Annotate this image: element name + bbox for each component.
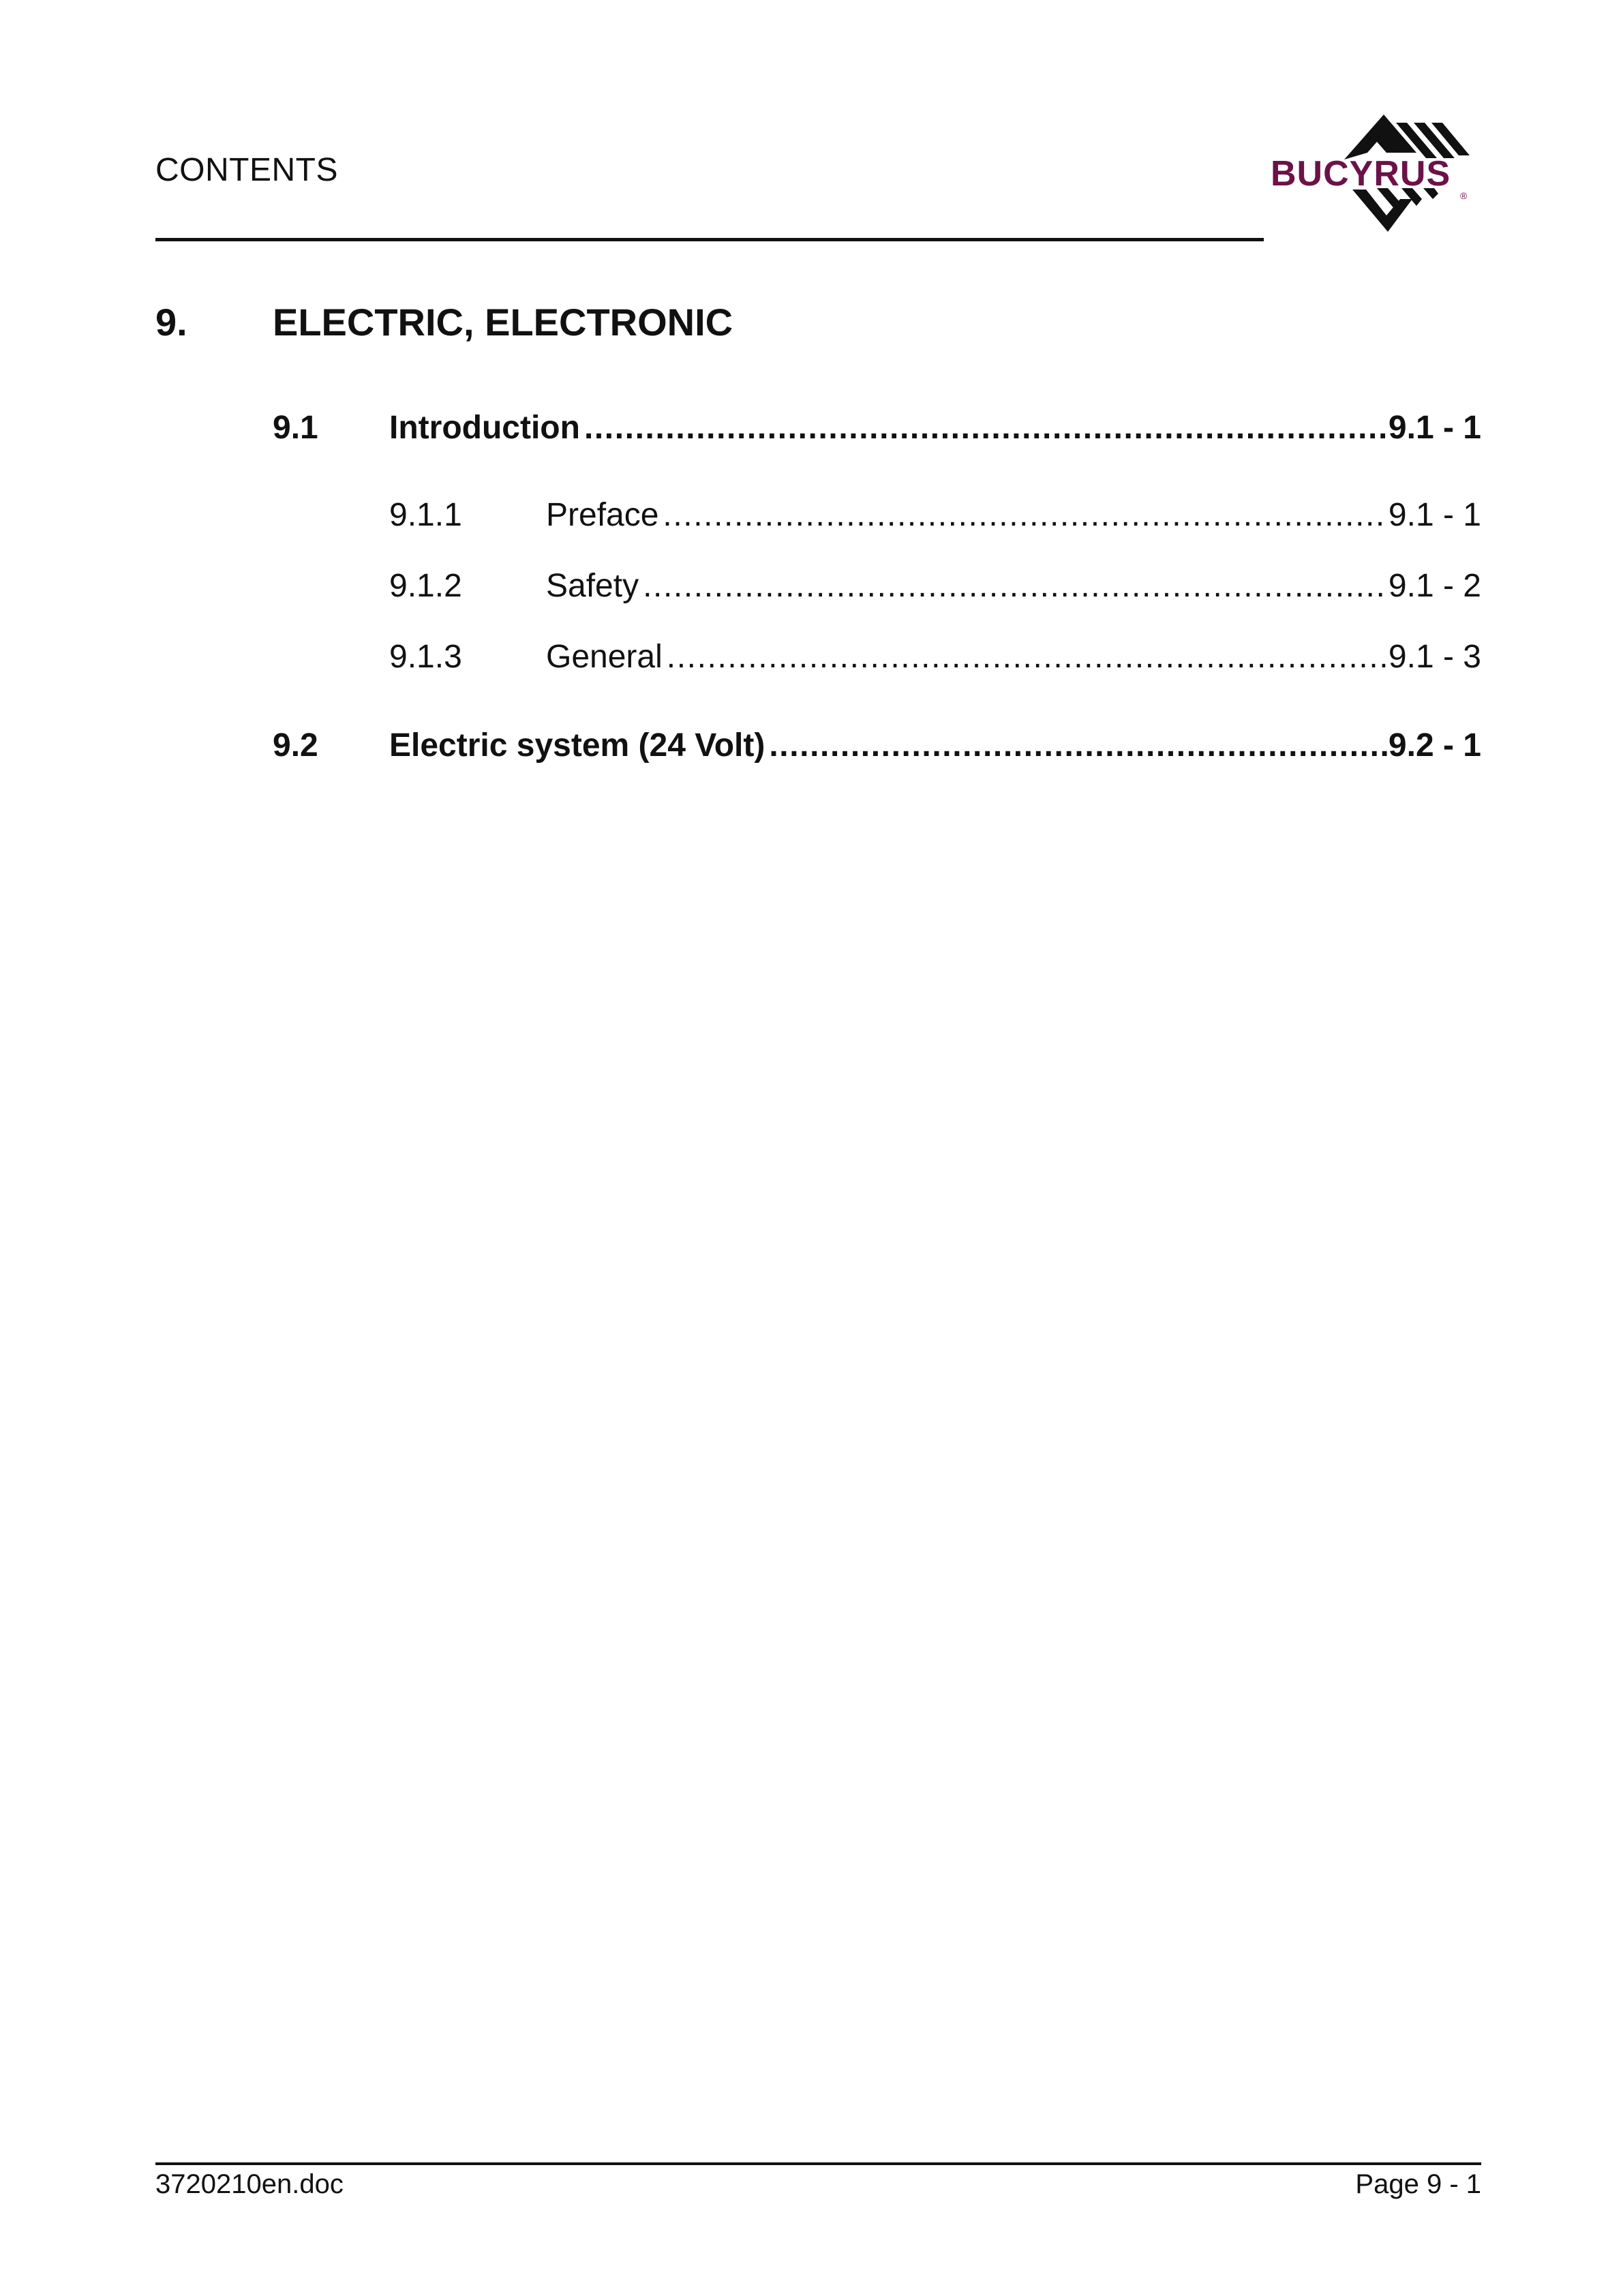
toc-entry-number: 9.1.1 (389, 497, 462, 533)
toc-entry-number: 9.2 (273, 727, 318, 764)
toc-entry-number: 9.1 (273, 410, 318, 446)
logo-registered-mark: ® (1460, 190, 1468, 201)
toc-entry-title: Safety (546, 568, 639, 604)
toc-entry[interactable] (273, 725, 1481, 766)
footer-divider (155, 2162, 1481, 2165)
toc-entry-number: 9.1.2 (389, 568, 462, 604)
toc-dot-leader (584, 408, 1387, 449)
header-label: CONTENTS (155, 152, 338, 188)
toc-dot-leader (643, 566, 1387, 607)
toc-entry-page: 9.1 - 1 (1388, 497, 1481, 533)
header-divider (155, 238, 1264, 241)
chapter-title: ELECTRIC, ELECTRONIC (273, 301, 733, 344)
toc-dot-leader (667, 637, 1387, 678)
toc-entry-page: 9.1 - 1 (1388, 410, 1481, 446)
chapter-number: 9. (155, 301, 187, 344)
toc-entry-title: Preface (546, 497, 659, 533)
toc-dot-leader (769, 725, 1387, 766)
toc-entry-page: 9.1 - 2 (1388, 568, 1481, 604)
footer-page-number: Page 9 - 1 (1355, 2169, 1481, 2199)
footer-document-name: 3720210en.doc (155, 2169, 344, 2199)
chapter-heading (155, 300, 733, 345)
toc-entry-page: 9.2 - 1 (1388, 727, 1481, 764)
toc-entry-title: Introduction (389, 410, 580, 446)
toc-entry[interactable] (273, 408, 1481, 449)
bucyrus-logo (1268, 115, 1486, 241)
logo-wordmark: BUCYRUS (1271, 154, 1451, 194)
toc-entry-title: General (546, 639, 663, 675)
toc-entry[interactable] (389, 637, 1481, 678)
toc-entry[interactable] (389, 495, 1481, 536)
toc-entry[interactable] (389, 566, 1481, 607)
toc-entry-page: 9.1 - 3 (1388, 639, 1481, 675)
toc-entry-title: Electric system (24 Volt) (389, 727, 765, 764)
toc-dot-leader (663, 495, 1387, 536)
toc-entry-number: 9.1.3 (389, 639, 462, 675)
